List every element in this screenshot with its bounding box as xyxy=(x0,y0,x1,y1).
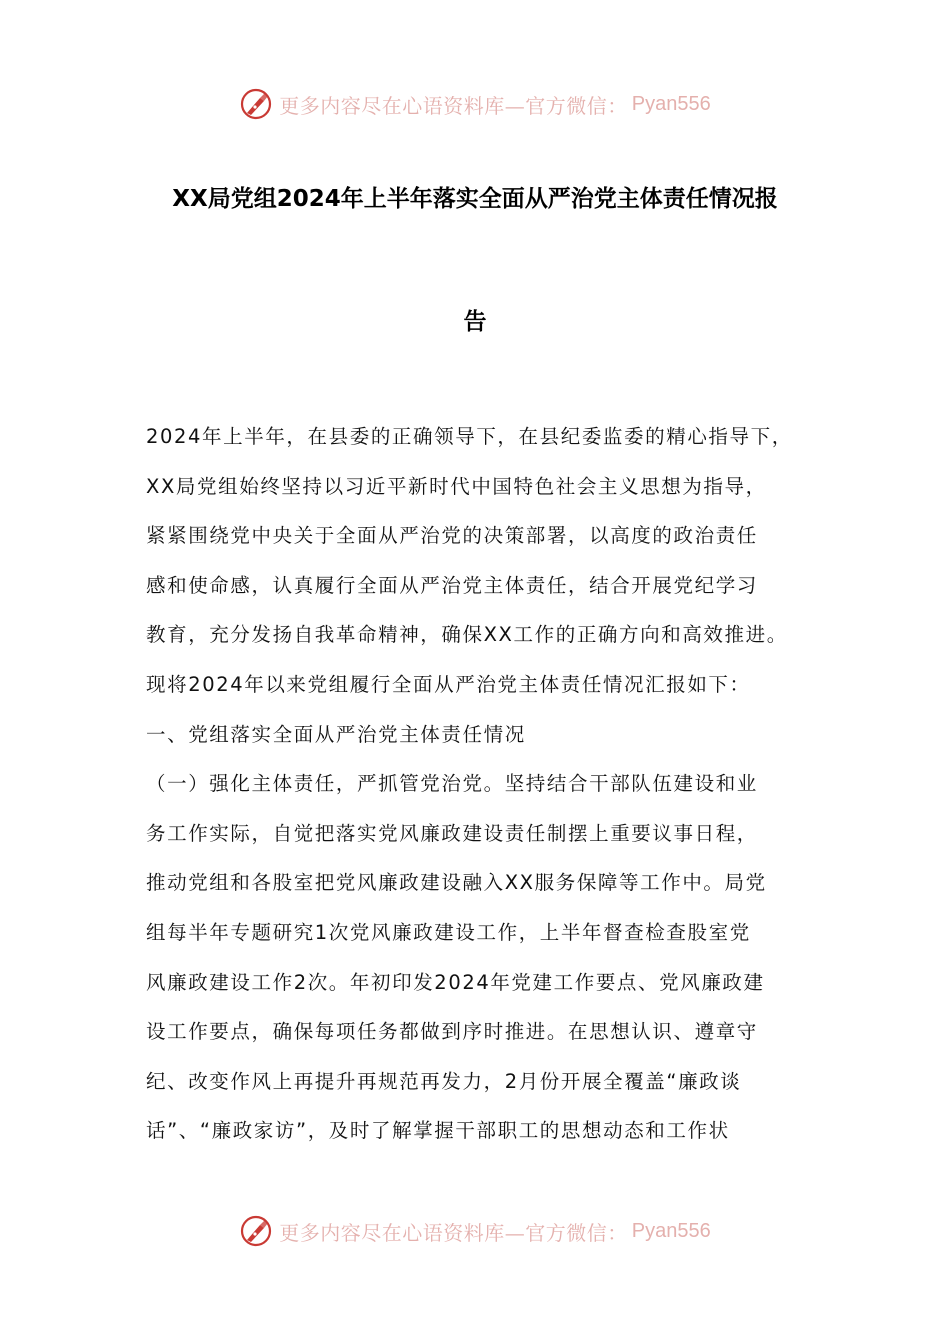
watermark-text: 更多内容尽在心语资料库—官方微信： xyxy=(279,1220,628,1245)
watermark-wechat-id: Pyan556 xyxy=(631,1219,711,1242)
body-line: 设工作要点，确保每项任务都做到序时推进。在思想认识、遵章守 xyxy=(146,1020,758,1043)
body-line: 现将2024年以来党组履行全面从严治党主体责任情况汇报如下： xyxy=(146,673,751,696)
body-line: 话”、“廉政家访”，及时了解掌握干部职工的思想动态和工作状 xyxy=(146,1119,730,1142)
body-line: 务工作实际，自觉把落实党风廉政建设责任制摆上重要议事日程， xyxy=(146,822,758,845)
body-line: 紧紧围绕党中央关于全面从严治党的决策部署，以高度的政治责任 xyxy=(146,524,758,547)
watermark-text: 更多内容尽在心语资料库—官方微信： xyxy=(279,93,628,118)
body-line: 感和使命感，认真履行全面从严治党主体责任，结合开展党纪学习 xyxy=(146,574,758,597)
body-line: （一）强化主体责任，严抓管党治党。坚持结合干部队伍建设和业 xyxy=(146,772,758,795)
body-line: XX局党组始终坚持以习近平新时代中国特色社会主义思想为指导， xyxy=(146,475,767,498)
footer-watermark xyxy=(0,1211,950,1251)
body-line: 推动党组和各股室把党风廉政建设融入XX服务保障等工作中。局党 xyxy=(146,871,767,894)
pen-nib-logo-icon xyxy=(239,1214,273,1248)
body-line: 2024年上半年，在县委的正确领导下，在县纪委监委的精心指导下， xyxy=(146,425,793,448)
document-title-line-1: XX局党组2024年上半年落实全面从严治党主体责任情况报 xyxy=(172,186,778,212)
body-line: 教育，充分发扬自我革命精神，确保XX工作的正确方向和高效推进。 xyxy=(146,623,788,646)
body-line: 风廉政建设工作2次。年初印发2024年党建工作要点、党风廉政建 xyxy=(146,971,765,994)
document-title-line-2: 告 xyxy=(463,309,487,335)
pen-nib-logo-icon xyxy=(239,87,273,121)
header-watermark xyxy=(0,84,950,124)
body-line: 纪、改变作风上再提升再规范再发力，2月份开展全覆盖“廉政谈 xyxy=(146,1070,742,1093)
watermark-wechat-id: Pyan556 xyxy=(631,92,711,115)
section-heading: 一、党组落实全面从严治党主体责任情况 xyxy=(146,723,526,746)
body-line: 组每半年专题研究1次党风廉政建设工作，上半年督查检查股室党 xyxy=(146,921,751,944)
